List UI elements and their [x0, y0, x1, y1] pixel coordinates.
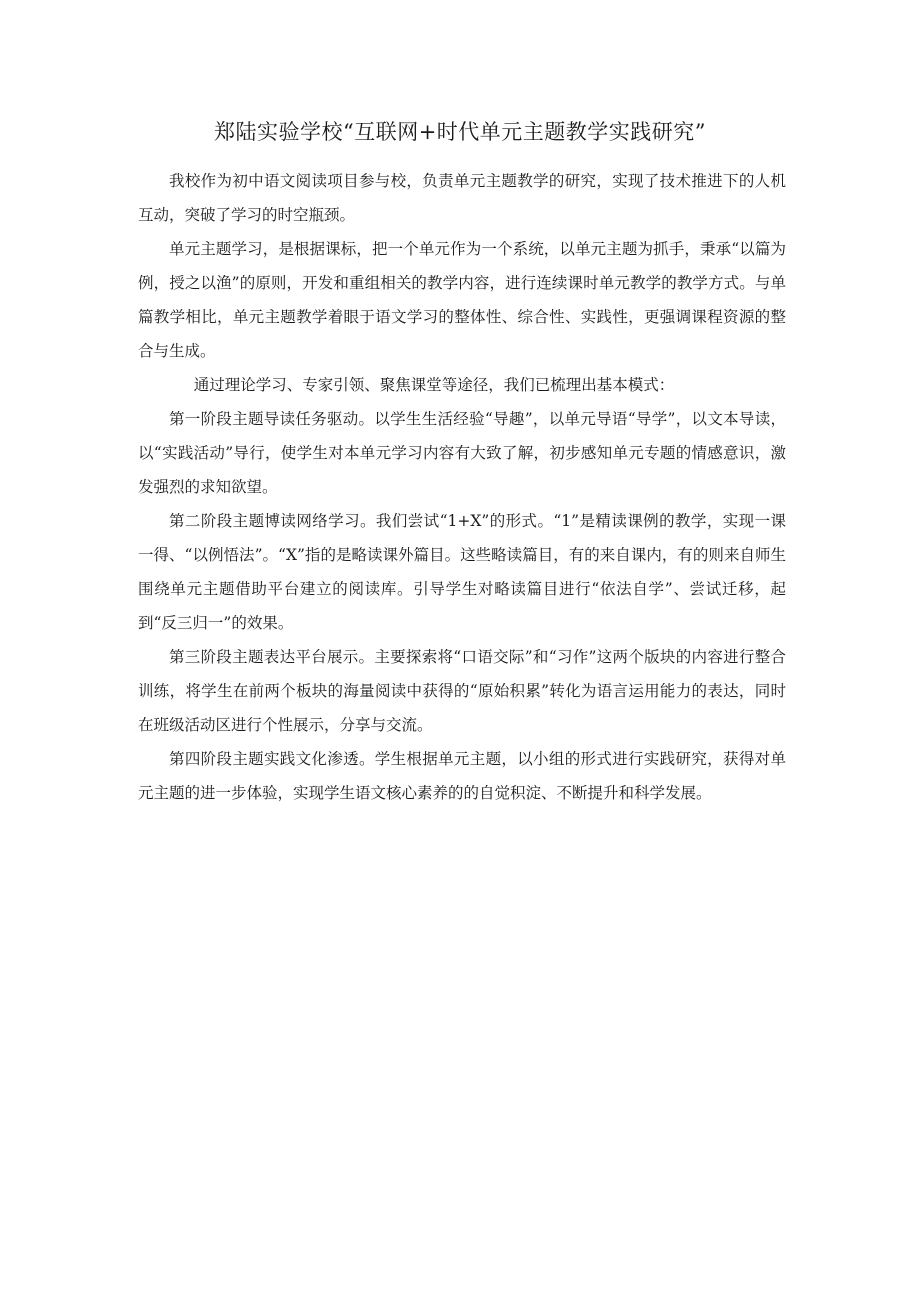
document-body [138, 164, 786, 810]
paragraph-stage-1: 第一阶段主题导读任务驱动。以学生生活经验“导趣”，以单元导语“导学”，以文本导读，以“实践活动”导行，使学生对本单元学习内容有大致了解，初步感知单元专题的情感意识，激发强烈的求知欲望。 [138, 410, 786, 496]
paragraph-stage-4: 第四阶段主题实践文化渗透。学生根据单元主题，以小组的形式进行实践研究，获得对单元主题的进一步体验，实现学生语文核心素养的的自觉积淀、不断提升和科学发展。 [138, 750, 786, 802]
paragraph-stage-3: 第三阶段主题表达平台展示。主要探索将“口语交际”和“习作”这两个版块的内容进行整合训练，将学生在前两个板块的海量阅读中获得的“原始积累”转化为语言运用能力的表达，同时在班级活动区进行个性展示，分享与交流。 [138, 648, 786, 734]
paragraph-definition: 单元主题学习，是根据课标，把一个单元作为一个系统，以单元主题为抓手，秉承“以篇为例，授之以渔”的原则，开发和重组相关的教学内容，进行连续课时单元教学的教学方式。与单篇教学相比，单元主题教学着眼于语文学习的整体性、综合性、实践性，更强调课程资源的整合与生成。 [138, 240, 786, 360]
paragraph-stage-2: 第二阶段主题博读网络学习。我们尝试“1+X”的形式。“1”是精读课例的教学，实现一课一得、“以例悟法”。“X”指的是略读课外篇目。这些略读篇目，有的来自课内，有的则来自师生围绕单元主题借助平台建立的阅读库。引导学生对略读篇目进行“依法自学”、尝试迁移，起到“反三归一”的效果。 [138, 512, 786, 632]
paragraph-mode-intro: 通过理论学习、专家引领、聚焦课堂等途径，我们已梳理出基本模式： [193, 376, 675, 394]
document-title: 郑陆实验学校“互联网+时代单元主题教学实践研究” [213, 120, 707, 144]
paragraph-intro: 我校作为初中语文阅读项目参与校，负责单元主题教学的研究，实现了技术推进下的人机互动，突破了学习的时空瓶颈。 [138, 172, 786, 224]
